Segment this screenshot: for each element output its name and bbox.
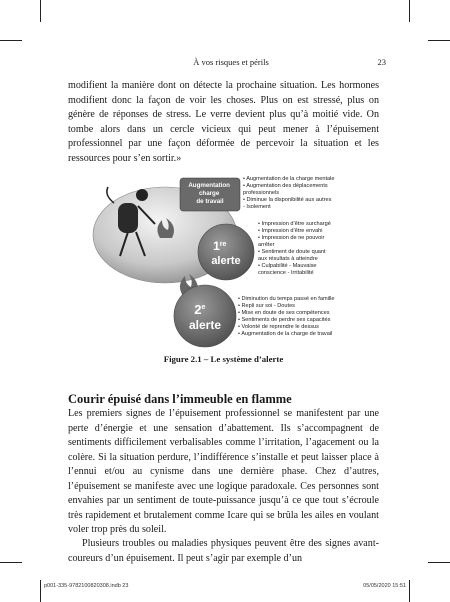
figure-caption: Figure 2.1 – Le système d’alerte [163, 354, 284, 364]
page-number: 23 [377, 57, 386, 67]
running-header-title: À vos risques et périls [193, 57, 269, 67]
section-title: Courir épuisé dans l’immeuble en flamme [68, 392, 292, 406]
alert2-label: 2e alerte [188, 302, 222, 332]
footer-timestamp: 05/05/2020 15:51 [363, 583, 406, 589]
alert1-bullets: • Impression d’être surchargé • Impression d’être envahi • Impression de ne pouvoir arrêter • Sentiment de doute quant aux résultats à atteindre • Culpabilité - Mauvaise conscience - Irritabilité [258, 221, 331, 276]
body-paragraph: Les premiers signes de l’épuisement professionnel se manifestent par une perte d’énergie et une sensation d’abattement. Ils s’accompagnent de sentiments difficilement verbalisables comme l’irritation, l’agacement ou la colère. Si la situation perdure, l’indifférence s’installe et peut laisser place à l’ennui et/ou au cynisme dans une dernière phase. Chez d’autres, l’épuisement se manifeste avec une logique paradoxale. Ces personnes sont envahies par un sentiment de toute-puissance jusqu’à ce que tout s’écroule très rapidement et brutalement comme Icare qui se brûla les ailes en voulant voler trop près du soleil. [68, 408, 379, 535]
intro-paragraph: modifient la manière dont on détecte la prochaine situation. Les hormones modifient donc la façon de voir les choses. Plus on est stressé, plus on génère de réponses de stress. Le verre devient plus qu’à moitié vide. On tombe alors dans un cercle vicieux qui peut mener à l’épuisement professionnel par une façon déformée de percevoir la situation et les ressources pour s’en sortir.» [68, 80, 379, 164]
main-bullets: • Augmentation de la charge mentale • Augmentation des déplacements professionnels • Diminue la disponibilité aux autres - Isolement [243, 176, 335, 210]
footer-file-info: p001-335-9782100820308.indb 23 [44, 583, 129, 589]
alert2-bullets: • Diminution du temps passé en famille • Repli sur soi - Doutes • Mise en doute de ses compétences • Sentiments de perdre ses capacités • Volonté de reprendre le dessus • Augmentation de la charge de travail [238, 296, 335, 337]
alert2-circle [174, 285, 236, 347]
main-label: Augmentation charge de travail [188, 182, 230, 205]
body-paragraph: Plusieurs troubles ou maladies physiques peuvent être des signes avant-coureurs d’un épuisement. Il peut s’agir par exemple d’un [68, 538, 379, 564]
alert1-label: 1re alerte [211, 239, 241, 267]
